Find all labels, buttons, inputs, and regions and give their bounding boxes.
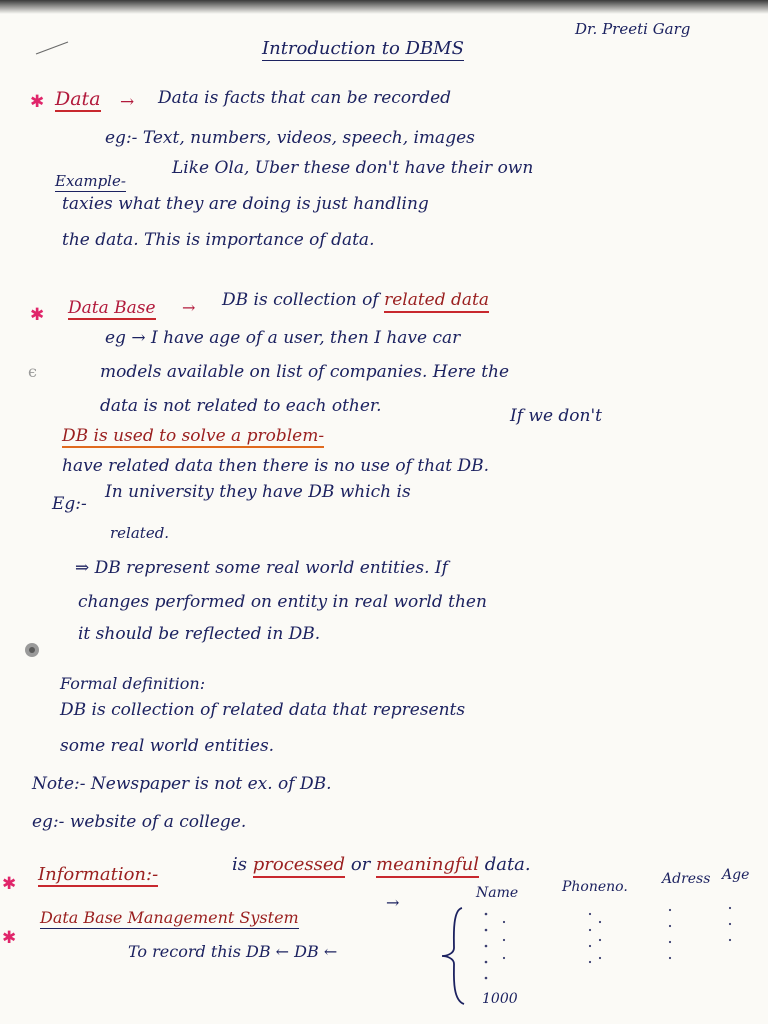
bullet-star-icon: ✱ (30, 92, 45, 112)
punch-hole (22, 640, 42, 660)
margin-mark: ϵ (28, 362, 37, 381)
example-label: Example- (55, 172, 126, 190)
formal-heading: Formal definition: (60, 674, 206, 693)
page-title: Introduction to DBMS (262, 38, 464, 59)
db-eg2-label: Eg:- (52, 494, 87, 514)
formal-line-2: some real world entities. (60, 736, 275, 756)
example-line-1: Like Ola, Uber these don't have their own (172, 158, 534, 178)
bullet-star-icon: ✱ (30, 305, 45, 325)
db-problem-highlight: DB is used to solve a problem- (62, 426, 325, 446)
data-arrow: → (120, 92, 135, 112)
dbms-arrow: → (386, 893, 400, 912)
related-data-highlight: related data (384, 290, 489, 313)
information-definition: is processed or meaningful data. (232, 856, 531, 874)
db-eg-line-1: eg → I have age of a user, then I have car (105, 328, 461, 348)
db-represent-line-3: it should be reflected in DB. (78, 624, 321, 644)
db-eg-line-2: models available on list of companies. Here the (100, 362, 510, 382)
row-dots (485, 907, 731, 979)
formal-eg: eg:- website of a college. (32, 812, 247, 832)
db-eg2-line-2: related. (110, 524, 170, 542)
page-edge-shadow (0, 0, 768, 14)
db-represent-line-2: changes performed on entity in real world then (78, 592, 487, 612)
example-line-2: taxies what they are doing is just handling (62, 194, 429, 214)
data-definition: Data is facts that can be recorded (158, 88, 452, 108)
formal-note: Note:- Newspaper is not ex. of DB. (32, 774, 332, 794)
information-heading: Information:- (38, 864, 159, 885)
row-count: 1000 (482, 991, 518, 1007)
author-name: Dr. Preeti Garg (575, 20, 691, 38)
curly-brace-icon (442, 908, 464, 1004)
data-eg: eg:- Text, numbers, videos, speech, images (105, 128, 475, 148)
table-header-address: Adress (662, 871, 711, 887)
pen-mark (34, 38, 74, 58)
dbms-heading: Data Base Management System (40, 908, 299, 927)
db-represent-line-1: ⇒ DB represent some real world entities. If (75, 558, 448, 578)
data-heading: Data (55, 88, 101, 110)
table-header-age: Age (722, 867, 750, 883)
bullet-star-icon: ✱ (2, 874, 17, 894)
database-arrow: → (182, 298, 196, 317)
dbms-record-line: To record this DB ← DB ← (128, 942, 338, 961)
table-header-phone: Phoneno. (562, 879, 628, 895)
database-heading: Data Base (68, 298, 156, 318)
formal-line-1: DB is collection of related data that represents (60, 700, 466, 720)
table-header-name: Name (476, 885, 519, 901)
db-problem-rest-2: have related data then there is no use of that DB. (62, 456, 490, 476)
example-line-3: the data. This is importance of data. (62, 230, 375, 250)
db-eg-line-3: data is not related to each other. (100, 396, 382, 416)
bullet-star-icon: ✱ (2, 928, 17, 948)
db-problem-rest-1: If we don't (510, 406, 602, 426)
database-definition: DB is collection of related data (222, 292, 489, 309)
processed-highlight: processed (253, 854, 345, 878)
db-eg2-line-1: In university they have DB which is (105, 482, 411, 502)
meaningful-highlight: meaningful (376, 854, 479, 878)
